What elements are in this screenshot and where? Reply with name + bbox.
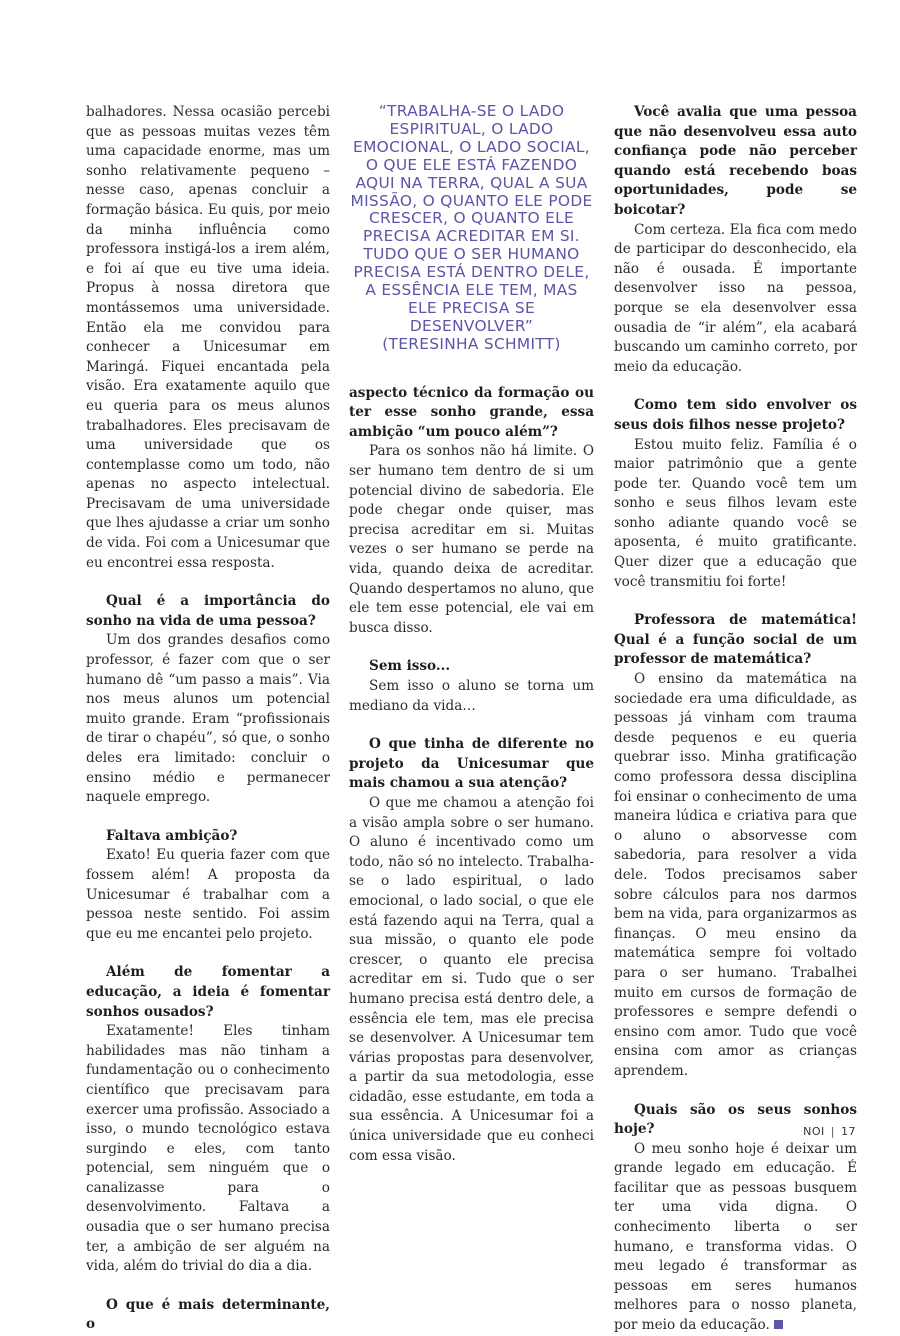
interview-question: Qual é a importância do sonho na vida de uma pessoa? bbox=[86, 593, 330, 629]
interview-question: O que tinha de diferente no projeto da Unicesumar que mais chamou a sua atenção? bbox=[349, 736, 594, 792]
footer-separator: | bbox=[830, 1125, 835, 1138]
column-middle bbox=[349, 103, 594, 1166]
interview-question: Como tem sido envolver os seus dois filhos nesse projeto? bbox=[614, 397, 857, 433]
interview-answer: Exato! Eu queria fazer com que fossem além! A proposta da Unicesumar é trabalhar com a pessoa neste sentido. Foi assim que eu me encantei pelo projeto. bbox=[86, 847, 330, 942]
interview-answer: Exatamente! Eles tinham habilidades mas não tinham a fundamentação ou o conhecimento científico que precisavam para exercer uma profissão. Associado a isso, o mundo tecnológico estava surgindo e eles, com tanto potencial, sem ninguém que o canalizasse para o desenvolvimento. Faltava a ousadia que o ser humano precisa ter, a ambição de ser alguém na vida, além do trivial do dia a dia. bbox=[86, 1023, 330, 1275]
paragraph: balhadores. Nessa ocasião percebi que as pessoas muitas vezes têm uma capacidade enorme, mas um sonho relativamente pequeno – nesse caso, apenas concluir a formação básica. Eu quis, por meio da minha influência como professora instigá-los a irem além, e foi aí que eu tive uma ideia. Propus à nossa diretora que montássemos uma universidade. Então ela me convidou para conhecer a Unicesumar em Maringá. Fiquei encantada pela visão. Era exatamente aquilo que eu queria para os meus alunos trabalhadores. Eles precisavam de uma universidade que os contemplasse como um todo, não apenas no aspecto intelectual. Precisavam de uma universidade que lhes ajudasse a criar um sonho de vida. Foi com a Unicesumar que eu encontrei essa resposta. bbox=[86, 104, 330, 571]
interview-answer: O ensino da matemática na sociedade era uma dificuldade, as pessoas já vinham com trauma desde pequenos e eu queria quebrar isso. Minha gratificação como professora dessa disciplina foi ensinar o conhecimento de uma maneira lúdica e criativa para que o aluno o absorvesse com sabedoria, para resolver a vida dele. Todos precisamos saber sobre cálculos para nos darmos bem na vida, para organizarmos as finanças. O meu ensino da matemática sempre foi voltado para o ser humano. Trabalhei muito em cursos de formação de professores e sempre defendi o ensino com amor. Tudo que você ensina com amor as crianças aprendem. bbox=[614, 671, 857, 1079]
end-mark-square-icon bbox=[774, 1320, 783, 1329]
interview-answer: O que me chamou a atenção foi a visão ampla sobre o ser humano. O aluno é incentivado como um todo, não só no intelecto. Trabalha-se o lado espiritual, o lado emocional, o lado social, o que ele está fazendo aqui na Terra, qual a sua missão, o quanto ele pode crescer, o quanto ele precisa acreditar em si. Tudo que o ser humano precisa está dentro dele, a essência ele tem, mas ele precisa se desenvolver. A Unicesumar tem várias propostas para desenvolver, a partir da sua metodologia, esse cidadão, esse estudante, em toda a sua essência. A Unicesumar foi a única universidade que eu conheci com essa visão. bbox=[349, 794, 594, 1164]
column-left bbox=[86, 103, 330, 1335]
column-right bbox=[614, 103, 857, 1336]
interview-question: Professora de matemática! Qual é a função social de um professor de matemática? bbox=[614, 612, 857, 668]
interview-answer: Com certeza. Ela fica com medo de participar do desconhecido, ela não é ousada. É importante desenvolver isso na pessoa, porque se ela desenvolver essa ousadia de “ir além”, ela acabará buscando um caminho correto, por meio da educação. bbox=[614, 221, 857, 375]
pull-quote-attribution: (TERESINHA SCHMITT) bbox=[382, 334, 561, 353]
interview-answer bbox=[614, 1140, 857, 1336]
interview-answer: Estou muito feliz. Família é o maior patrimônio que a gente pode ter. Quando você tem um sonho e seus filhos levam este sonho adiante quando você se aposenta, é muito gratificante. Quer dizer que a educação que você transmitiu foi forte! bbox=[614, 436, 857, 590]
interview-answer: Sem isso o aluno se torna um mediano da vida… bbox=[349, 678, 594, 714]
interview-question: Quais são os seus sonhos hoje? bbox=[614, 1101, 857, 1138]
interview-question: aspecto técnico da formação ou ter esse sonho grande, essa ambição “um pouco além”? bbox=[349, 384, 594, 440]
interview-answer: Um dos grandes desafios como professor, é fazer com que o ser humano dê “um passo a mais”. Via nos meus alunos um potencial muito grande. Eram “profissionais de tirar o chapéu”, só que, o sonho deles era limitado: concluir o ensino médio e permanecer naquele emprego. bbox=[86, 632, 330, 806]
interview-question: Além de fomentar a educação, a ideia é fomentar sonhos ousados? bbox=[86, 964, 330, 1020]
interview-question: Faltava ambição? bbox=[106, 827, 238, 844]
interview-question: O que é mais determinante, o bbox=[86, 1296, 330, 1333]
interview-question: Sem isso... bbox=[369, 658, 451, 675]
final-answer-text: O meu sonho hoje é deixar um grande legado em educação. É facilitar que as pessoas busquem ter uma vida digna. O conhecimento liberta o ser humano, e transforma vidas. O meu legado é transformar as pessoas em seres humanos melhores para o nosso planeta, por meio da educação. bbox=[614, 1140, 857, 1334]
interview-answer: Para os sonhos não há limite. O ser humano tem dentro de si um potencial divino de sabedoria. Ele pode chegar onde quiser, mas precisa acreditar em si. Muitas vezes o ser humano se perde na vida, quando deixa de acreditar. Quando despertamos no aluno, que ele tem esse potencial, ele vai em busca disso. bbox=[349, 443, 594, 636]
page-number: 17 bbox=[841, 1125, 856, 1138]
pull-quote-text: “TRABALHA-SE O LADO ESPIRITUAL, O LADO EMOCIONAL, O LADO SOCIAL, O QUE ELE ESTÁ FAZENDO AQUI NA TERRA, QUAL A SUA MISSÃO, O QUANTO ELE PODE CRESCER, O QUANTO ELE PRECISA ACREDITAR EM SI. TUDO QUE O SER HUMANO PRECISA ESTÁ DENTRO DELE, A ESSÊNCIA ELE TEM, MAS ELE PRECISA SE DESENVOLVER” bbox=[350, 102, 593, 335]
magazine-name: NOI bbox=[803, 1125, 825, 1138]
page-footer bbox=[803, 1125, 856, 1138]
interview-question: Você avalia que uma pessoa que não desenvolveu essa auto confiança pode não perceber quando está recebendo boas oportunidades, pode se boicotar? bbox=[614, 104, 857, 218]
pull-quote bbox=[349, 103, 594, 354]
